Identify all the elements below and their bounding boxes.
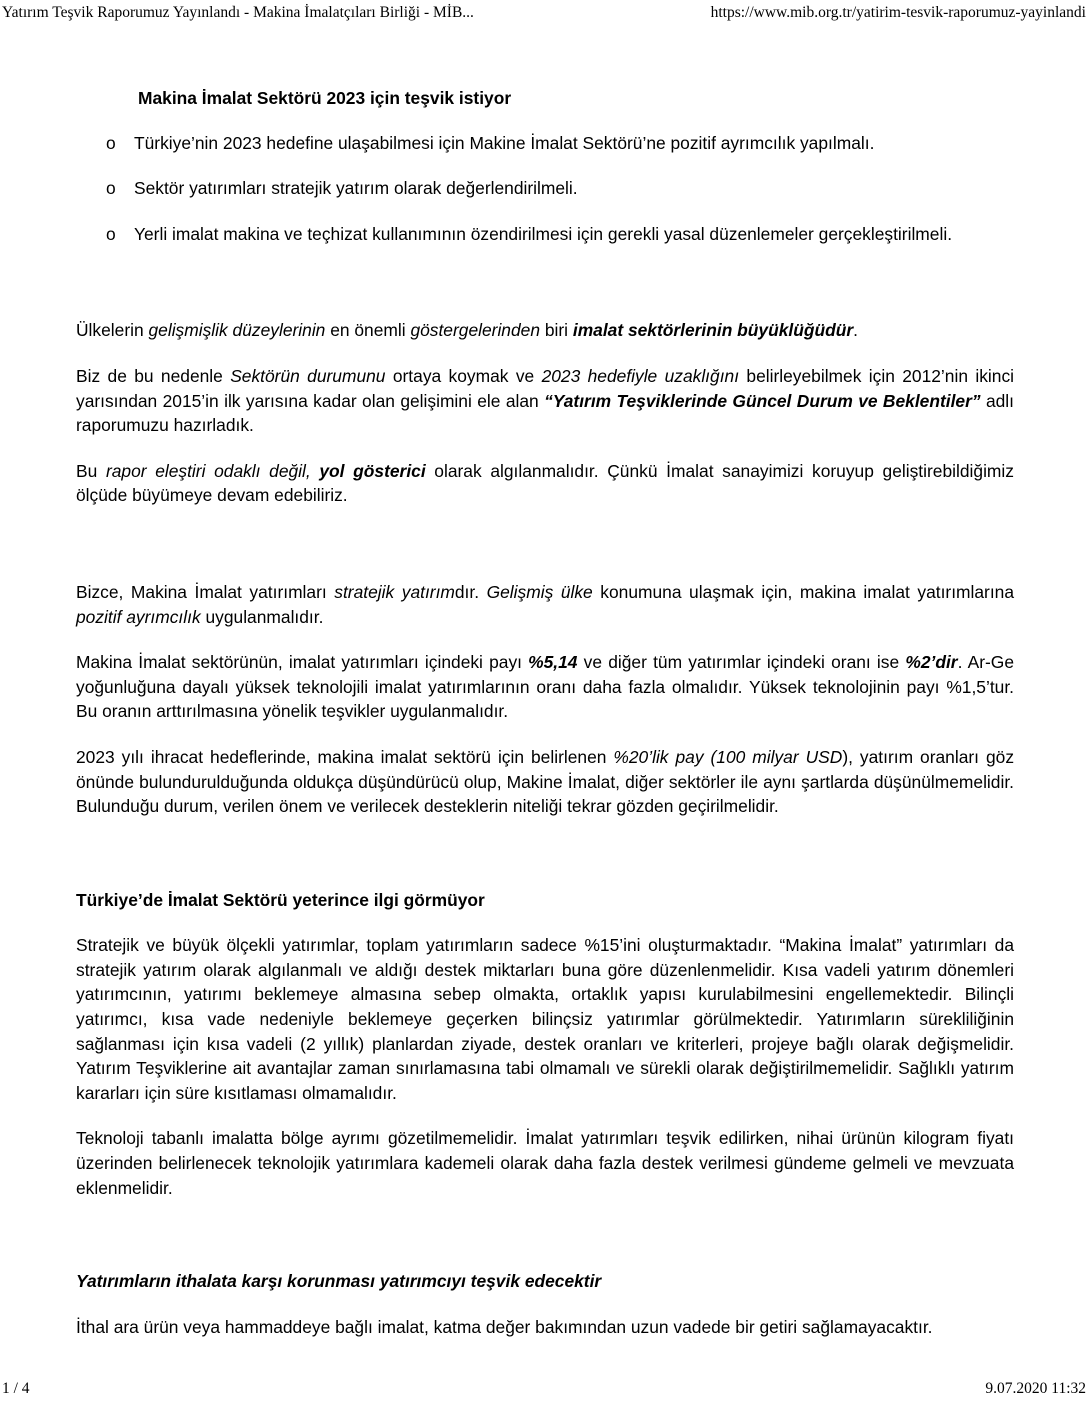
- spacer: [76, 1221, 1014, 1269]
- paragraph-share: Makina İmalat sektörünün, imalat yatırımları içindeki payı %5,14 ve diğer tüm yatırımlar içindeki oranı ise %2’dir. Ar-Ge yoğunluğuna dayalı yüksek teknolojili imalat yatırımlarının oranı daha fazla olmalıdır. Yüksek teknolojinin payı %1,5’tur. Bu oranın arttırılmasına yönelik teşvikler uygulanmalıdır.: [76, 652, 1015, 722]
- bullet-marker: o: [106, 178, 116, 199]
- paragraph-export: 2023 yılı ihracat hedeflerinde, makina imalat sektörü için belirlenen %20’lik pay (100 milyar USD), yatırım oranları göz önünde bulundurulduğunda oldukça düşündürücü olup, Makine İmalat, diğer sektörler ile aynı şartlarda düşünülmemelidir. Bulunduğu durum, verilen önem ve verilecek desteklerin niteliği tekrar gözden geçirilmelidir.: [76, 746, 1015, 817]
- section-heading-imalat: Türkiye’de İmalat Sektörü yeterince ilgi görmüyor: [76, 889, 485, 910]
- spacer: [76, 529, 1014, 580]
- section-heading-teşvik: Makina İmalat Sektörü 2023 için teşvik istiyor: [138, 88, 512, 108]
- print-footer: [2, 1380, 1086, 1404]
- paragraph-strategic: Bizce, Makina İmalat yatırımları stratejik yatırımdır. Gelişmiş ülke konumuna ulaşmak için, makina imalat yatırımlarına pozitif ayrımcılık uygulanmalıdır.: [76, 581, 1015, 627]
- bullet-list: [76, 131, 1014, 247]
- bullet-text: Sektör yatırımları stratejik yatırım olarak değerlendirilmeli.: [134, 178, 578, 199]
- bullet-item: [76, 222, 1014, 247]
- bullet-marker: o: [106, 132, 116, 153]
- spacer: [76, 840, 1014, 888]
- bullet-item: [76, 131, 1014, 156]
- bullet-text: Yerli imalat makina ve teçhizat kullanımının özendirilmesi için gerekli yasal düzenlemeler gerçekleştirilmeli.: [134, 223, 953, 244]
- section-heading-ithalat: Yatırımların ithalata karşı korunması yatırımcıyı teşvik edecektir: [76, 1271, 602, 1292]
- paragraph-report: Biz de bu nedenle Sektörün durumunu ortaya koymak ve 2023 hedefiyle uzaklığını belirleyebilmek için 2012’nin ikinci yarısından 2015’in ilk yarısına kadar olan gelişimini ele alan “Yatırım Teşviklerinde Güncel Durum ve Beklentiler” adlı raporumuzu hazırladık.: [76, 365, 1015, 436]
- page-number: 1 / 4: [2, 1380, 30, 1397]
- document-body: [76, 86, 1014, 1360]
- print-header: [2, 4, 1086, 28]
- print-header-title: Yatırım Teşvik Raporumuz Yayınlandı - Makina İmalatçıları Birliği - MİB...: [2, 4, 474, 21]
- paragraph-import: İthal ara ürün veya hammaddeye bağlı imalat, katma değer bakımından uzun vadede bir getiri sağlamayacaktır.: [76, 1316, 933, 1337]
- paragraph-development: Ülkelerin gelişmişlik düzeylerinin en önemli göstergelerinden biri imalat sektörlerinin büyüklüğüdür.: [76, 320, 858, 341]
- paragraph-guidance: Bu rapor eleştiri odaklı değil, yol gösterici olarak algılanmalıdır. Çünkü İmalat sanayimizi koruyup geliştirebildiğimiz ölçüde büyümeye devam edebiliriz.: [76, 460, 1014, 506]
- bullet-text: Türkiye’nin 2023 hedefine ulaşabilmesi için Makine İmalat Sektörü’ne pozitif ayrımcılık yapılmalı.: [134, 132, 875, 153]
- paragraph-investments: Stratejik ve büyük ölçekli yatırımlar, toplam yatırımların sadece %15’ini oluşturmaktadır. “Makina İmalat” yatırımları da stratejik yatırım olarak algılanmalı ve aldığı destek miktarları buna göre düzenlenmelidir. Kısa vadeli yatırım dönemleri yatırımcının, yatırımı beklemeye almasına sebep olmakta, ortaklık yapısı kurulabilmesini engellemektedir. Bilinçli yatırımcı, kısa vade nedeniyle beklemeye geçerken bilinçsiz yatırımlar görülmektedir. Yatırımların sürekliliğinin sağlanması için kısa vadeli (2 yıllık) planlardan ziyade, destek oranları ve kriterleri, projeye bağlı olarak değişmelidir. Yatırım Teşviklerine ait avantajlar zaman sınırlamasına tabi olmamalı ve sürekli olarak değiştirilmemelidir. Sağlıklı yatırım kararları için süre kısıtlaması olmamalıdır.: [76, 935, 1014, 1103]
- report-title: “Yatırım Teşviklerinde Güncel Durum ve Beklentiler”: [544, 390, 981, 411]
- print-header-url: https://www.mib.org.tr/yatirim-tesvik-raporumuz-yayinlandi: [710, 4, 1086, 21]
- print-datetime: 9.07.2020 11:32: [985, 1380, 1086, 1397]
- bullet-marker: o: [106, 223, 116, 244]
- bullet-item: [76, 176, 1014, 201]
- paragraph-technology: Teknoloji tabanlı imalatta bölge ayrımı gözetilmemelidir. İmalat yatırımları teşvik edilirken, nihai ürünün kilogram fiyatı üzerinden belirlenecek teknolojik yatırımlara kademeli olarak daha fazla destek verilmesi gündeme gelmeli ve mevzuata eklenmelidir.: [76, 1128, 1014, 1198]
